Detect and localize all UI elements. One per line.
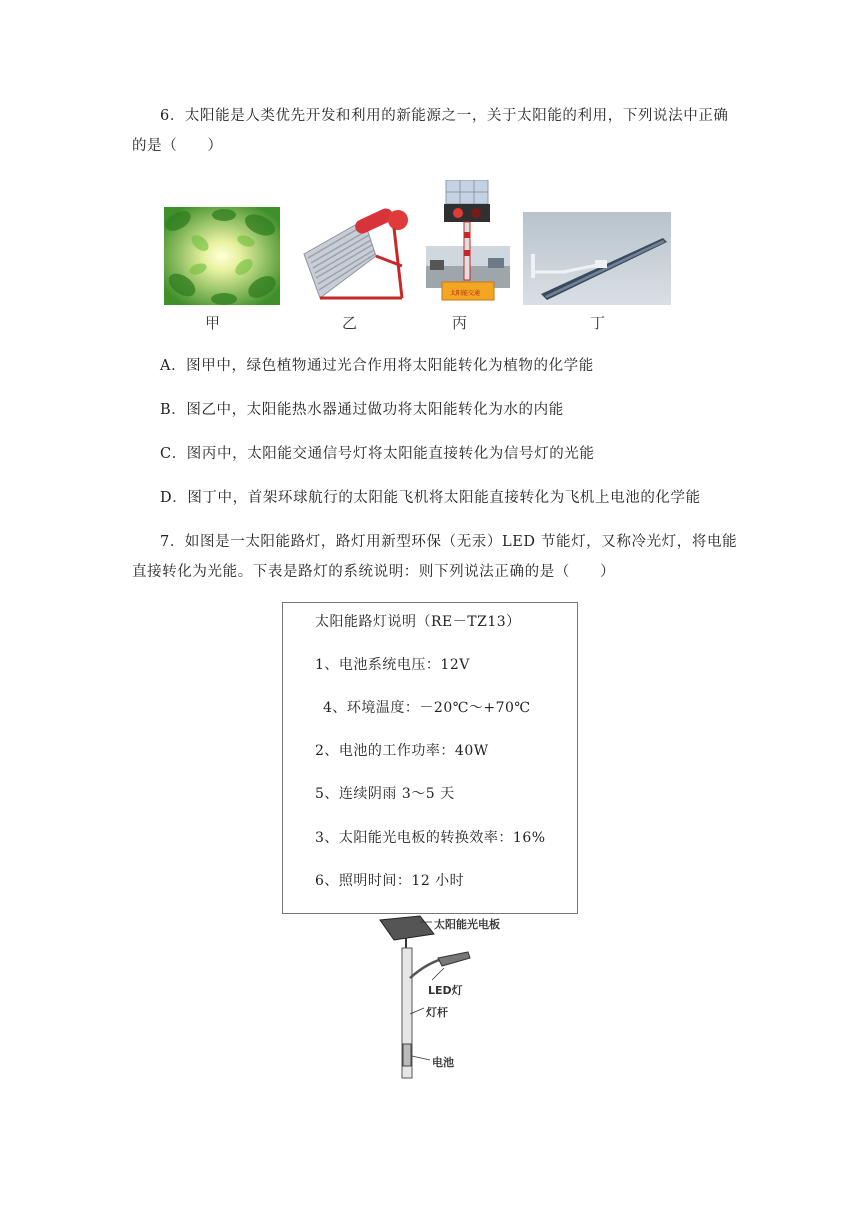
photo-jia-leaves	[164, 207, 280, 305]
q6-stem-line1: 6．太阳能是人类优先开发和利用的新能源之一，关于太阳能的利用，下列说法中正确	[160, 108, 729, 124]
photo-ding-solar-airplane	[523, 212, 671, 305]
label-lamp-pole: 灯杆	[426, 1006, 448, 1019]
solar-street-lamp-diagram	[376, 914, 536, 1082]
q7-stem-line1: 7．如图是一太阳能路灯，路灯用新型环保（无汞）LED 节能灯，又称冷光灯，将电能	[160, 534, 738, 550]
q6-option-c: C．图丙中，太阳能交通信号灯将太阳能直接转化为信号灯的光能	[160, 446, 595, 462]
spec-item-2: 2、电池的工作功率：40W	[315, 743, 489, 759]
q6-option-d: D．图丁中，首架环球航行的太阳能飞机将太阳能直接转化为飞机上电池的化学能	[160, 490, 701, 506]
caption-yi: 乙	[342, 314, 358, 332]
spec-item-3: 3、太阳能光电板的转换效率：16%	[315, 830, 546, 846]
q7-stem-line2: 直接转化为光能。下表是路灯的系统说明：则下列说法正确的是（ ）	[132, 564, 616, 580]
label-battery: 电池	[432, 1056, 454, 1069]
spec-item-4: 4、环境温度：－20℃～+70℃	[323, 700, 531, 716]
caption-ding: 丁	[590, 314, 606, 332]
photo-bing-solar-traffic-light	[426, 180, 510, 304]
spec-item-6: 6、照明时间：12 小时	[315, 873, 465, 889]
spec-item-5: 5、连续阴雨 3～5 天	[315, 786, 455, 802]
spec-table-box	[282, 602, 578, 914]
label-solar-panel: 太阳能光电板	[434, 918, 500, 931]
traffic-sign-text: 太阳能交通	[450, 290, 481, 297]
label-led-lamp: LED灯	[428, 984, 463, 997]
q6-option-b: B．图乙中，太阳能热水器通过做功将太阳能转化为水的内能	[160, 402, 564, 418]
q6-stem-line2: 的是（ ）	[132, 138, 223, 154]
spec-title: 太阳能路灯说明（RE－TZ13）	[315, 614, 521, 630]
caption-jia: 甲	[205, 314, 221, 332]
caption-bing: 丙	[452, 314, 468, 332]
spec-item-1: 1、电池系统电压：12V	[315, 657, 470, 673]
photo-yi-solar-water-heater	[298, 206, 410, 302]
q6-option-a: A．图甲中，绿色植物通过光合作用将太阳能转化为植物的化学能	[160, 358, 594, 374]
